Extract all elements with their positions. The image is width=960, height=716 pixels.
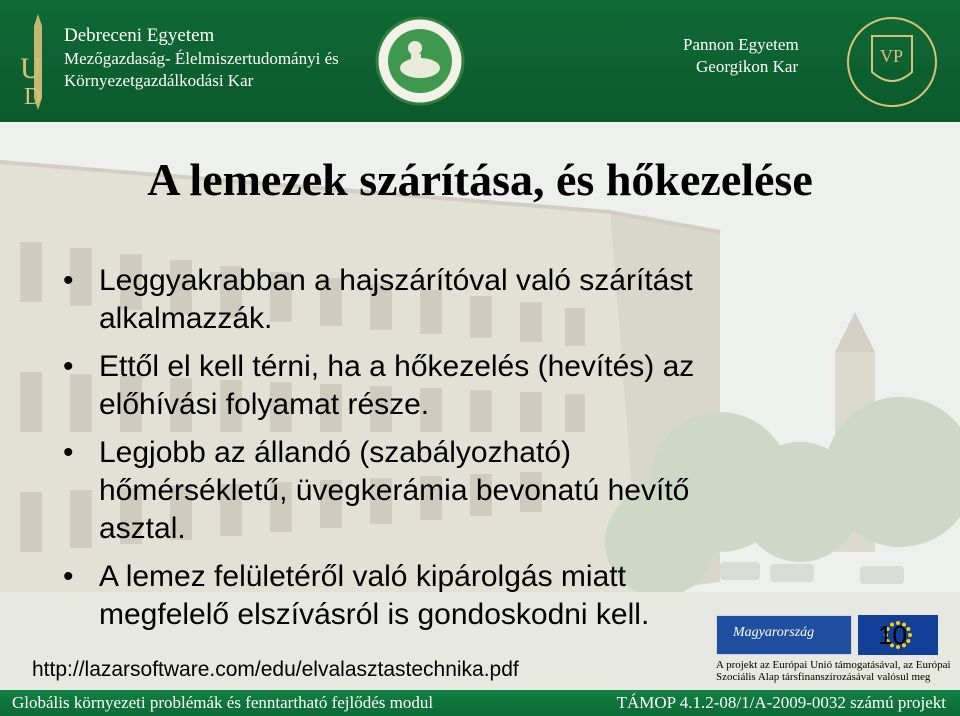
bullet-item: [60, 434, 860, 548]
hu-logo-label: Magyarország: [733, 625, 815, 640]
debrecen-crest-icon: [16, 12, 60, 112]
bullet-text-line: A lemez felületéről való kipárolgás miatt: [99, 560, 626, 593]
bullet-glyph: •: [63, 436, 74, 469]
eu-note-line: A projekt az Európai Unió támogatásával, az Európai: [716, 659, 951, 671]
bullet-text-line: megfelelő elszívásról is gondoskodni kell.: [99, 598, 650, 631]
eu-note-line: Szociális Alap társfinanszírozásával valósul meg: [716, 671, 931, 683]
slide-title: A lemezek szárítása, és hőkezelése: [147, 154, 813, 205]
faculty-seal-icon: [375, 16, 465, 106]
bullet-text-line: előhívási folyamat része.: [99, 388, 430, 421]
bullet-text-line: Ettől el kell térni, ha a hőkezelés (hevítés) az: [99, 350, 695, 383]
uj-magyarorszag-logo: [716, 615, 852, 655]
source-url[interactable]: http://lazarsoftware.com/edu/elvalasztastechnika.pdf: [32, 658, 519, 681]
bullet-glyph: •: [63, 350, 74, 383]
bullet-item: [60, 348, 860, 424]
footer-project-id: TÁMOP 4.1.2-08/1/A-2009-0032 számú projekt: [616, 693, 946, 712]
bullet-text-line: Legjobb az állandó (szabályozható): [99, 436, 571, 469]
bullet-text-line: alkalmazzák.: [99, 302, 273, 335]
bullet-text-line: Leggyakrabban a hajszárítóval való szárítást: [99, 264, 693, 297]
bullet-text-line: hőmérsékletű, üvegkerámia bevonatú hevítő: [99, 474, 690, 507]
svg-text:U: U: [20, 52, 42, 85]
bullet-glyph: •: [63, 560, 74, 593]
bullet-text-line: asztal.: [99, 512, 186, 545]
footer-bar: [0, 690, 960, 716]
footer-module-name: Globális környezeti problémák és fenntartható fejlődés modul: [12, 693, 434, 712]
bullet-glyph: •: [63, 264, 74, 297]
eu-funding-note: [716, 659, 956, 683]
debrecen-university-name: Debreceni Egyetem: [64, 25, 215, 46]
svg-text:VP: VP: [880, 46, 904, 66]
bullet-item: [60, 262, 860, 338]
page-number: 10: [878, 620, 907, 650]
header-band: [0, 0, 960, 122]
debrecen-faculty-line1: Mezőgazdaság- Élelmiszertudományi és: [64, 49, 339, 68]
debrecen-faculty-line2: Környezetgazdálkodási Kar: [64, 71, 254, 90]
bullet-list: [60, 262, 860, 644]
pannon-faculty-name: Georgikon Kar: [696, 57, 799, 76]
pannon-university-name: Pannon Egyetem: [683, 35, 799, 54]
svg-text:D: D: [24, 84, 42, 110]
pannon-crest-icon: [846, 14, 938, 110]
